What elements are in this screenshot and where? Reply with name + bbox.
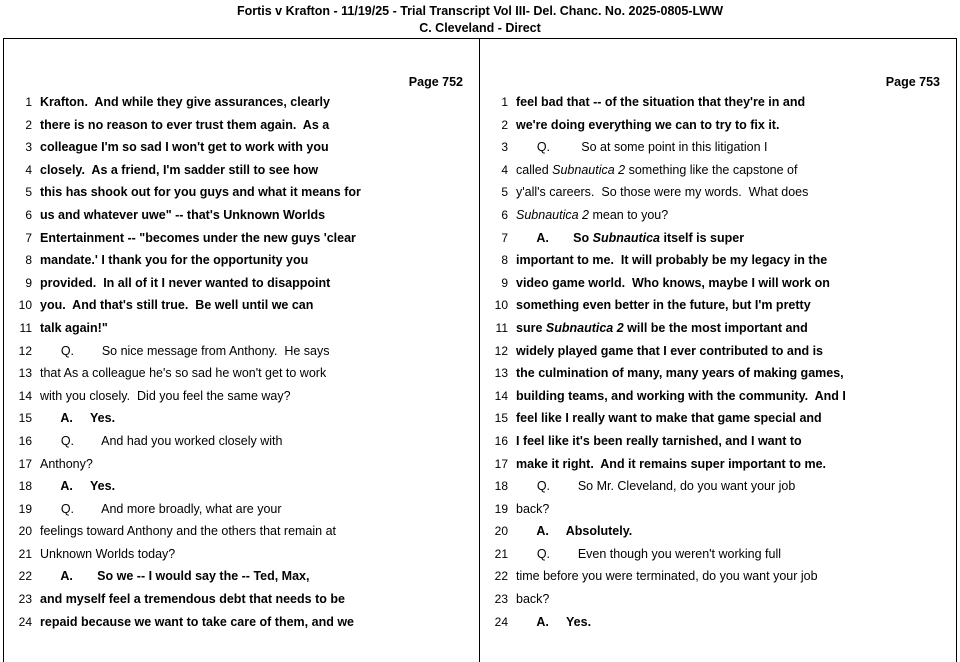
transcript-line — [10, 253, 469, 276]
line-text — [40, 253, 469, 267]
line-text — [516, 208, 946, 222]
transcript-line — [10, 231, 469, 254]
transcript-line — [10, 434, 469, 457]
transcript-line — [486, 502, 946, 525]
line-number: 16 — [494, 433, 508, 448]
line-number: 12 — [18, 343, 32, 358]
line-number: 2 — [25, 117, 32, 132]
line-number: 23 — [494, 592, 508, 607]
line-number: 1 — [25, 95, 32, 109]
transcript-line — [10, 411, 469, 434]
line-number: 5 — [25, 185, 32, 200]
line-text-segment: with you closely. Did you feel the same way? — [40, 388, 291, 403]
transcript-line — [10, 276, 469, 299]
line-text-segment: there is no reason to ever trust them again. As a — [40, 117, 330, 132]
line-text — [40, 411, 469, 425]
line-text-segment: time before you were terminated, do you want your job — [516, 569, 818, 584]
line-text — [40, 389, 469, 403]
line-number: 12 — [494, 343, 508, 358]
line-text — [516, 434, 946, 448]
line-number: 3 — [25, 140, 32, 155]
line-text — [40, 344, 469, 358]
line-text — [40, 118, 469, 132]
line-number: 18 — [494, 479, 508, 494]
line-text-segment: y'all's careers. So those were my words. What does — [516, 185, 809, 200]
transcript-columns — [3, 38, 957, 662]
line-text — [516, 479, 946, 493]
line-number: 3 — [501, 140, 508, 155]
line-text-segment: talk again!" — [40, 320, 108, 335]
line-number: 7 — [25, 230, 32, 245]
transcript-line — [10, 502, 469, 525]
transcript-line — [486, 524, 946, 547]
transcript-line — [486, 389, 946, 412]
line-text-segment: we're doing everything we can to try to fix it. — [516, 117, 780, 132]
line-text-segment: feel bad that -- of the situation that they're in and — [516, 95, 806, 109]
line-text-segment: us and whatever uwe" -- that's Unknown Worlds — [40, 207, 326, 222]
line-text-segment: something like the capstone of — [625, 162, 798, 177]
transcript-line — [10, 163, 469, 186]
line-text-segment: video game world. Who knows, maybe I will work on — [516, 275, 830, 290]
transcript-line — [10, 569, 469, 592]
line-text — [516, 140, 946, 154]
line-text — [516, 592, 946, 606]
line-text-segment: A. So we -- I would say the -- Ted, Max, — [40, 569, 310, 584]
line-text-segment: A. Yes. — [40, 411, 116, 426]
line-text — [40, 163, 469, 177]
transcript-line — [10, 479, 469, 502]
transcript-line — [486, 321, 946, 344]
line-number: 6 — [25, 207, 32, 222]
transcript-line — [10, 95, 469, 118]
transcript-column-left — [4, 39, 480, 662]
transcript-line — [486, 479, 946, 502]
transcript-line — [10, 524, 469, 547]
transcript-line — [486, 253, 946, 276]
page-number-label-left: Page 752 — [408, 75, 463, 89]
line-number: 19 — [494, 501, 508, 516]
transcript-line — [10, 140, 469, 163]
line-text-segment: repaid because we want to take care of them, and we — [40, 614, 354, 629]
line-text — [516, 502, 946, 516]
line-text — [516, 615, 946, 629]
line-text-segment: mean to you? — [588, 207, 669, 222]
line-text-segment: you. And that's still true. Be well until we can — [40, 298, 314, 313]
transcript-line — [486, 185, 946, 208]
line-text — [516, 366, 946, 380]
transcript-line — [486, 411, 946, 434]
transcript-line — [486, 118, 946, 141]
line-number: 24 — [18, 614, 32, 629]
line-text — [40, 95, 469, 109]
line-number: 10 — [18, 298, 32, 313]
transcript-line — [10, 118, 469, 141]
line-text-segment: Krafton. And while they give assurances, clearly — [40, 95, 330, 109]
line-text-segment: Q. Even though you weren't working full — [516, 546, 782, 561]
line-text-segment: itself is super — [660, 230, 745, 245]
line-text — [40, 457, 469, 471]
line-text-segment: will be the most important and — [623, 320, 808, 335]
line-number: 11 — [495, 320, 508, 335]
transcript-line — [10, 298, 469, 321]
line-number: 15 — [18, 411, 32, 426]
line-number: 22 — [494, 569, 508, 584]
line-text — [516, 547, 946, 561]
line-number: 6 — [501, 207, 508, 222]
line-text — [516, 298, 946, 312]
transcript-line — [486, 276, 946, 299]
line-number: 2 — [501, 117, 508, 132]
transcript-line — [10, 208, 469, 231]
line-number: 9 — [501, 275, 508, 290]
line-text-segment: A. Yes. — [516, 614, 592, 629]
line-text-segment: feelings toward Anthony and the others that remain at — [40, 524, 337, 539]
transcript-line — [10, 547, 469, 570]
line-text-segment: the culmination of many, many years of making games, — [516, 366, 844, 381]
line-text-segment: and myself feel a tremendous debt that needs to be — [40, 592, 345, 607]
line-text — [516, 118, 946, 132]
line-text-segment: A. So — [516, 230, 593, 245]
witness-examination-line: C. Cleveland - Direct — [419, 20, 541, 35]
line-number: 7 — [501, 230, 508, 245]
document-header — [0, 0, 960, 37]
line-text-segment: I feel like it's been really tarnished, and I want to — [516, 433, 802, 448]
line-text — [516, 524, 946, 538]
line-text — [516, 253, 946, 267]
transcript-line — [486, 615, 946, 638]
line-text — [40, 276, 469, 290]
line-number: 1 — [501, 95, 508, 109]
transcript-line — [486, 163, 946, 186]
line-number: 14 — [494, 388, 508, 403]
line-number: 24 — [494, 614, 508, 629]
line-text-segment: Q. So at some point in this litigation I — [516, 140, 768, 155]
line-number: 15 — [494, 411, 508, 426]
line-text-segment: back? — [516, 592, 550, 607]
transcript-line — [486, 569, 946, 592]
line-text-segment: Q. And more broadly, what are your — [40, 501, 282, 516]
line-text-segment: make it right. And it remains super important to me. — [516, 456, 827, 471]
transcript-lines-left — [10, 95, 469, 637]
line-text — [516, 95, 946, 109]
transcript-line — [10, 366, 469, 389]
transcript-line — [10, 321, 469, 344]
line-text-segment: Subnautica — [592, 230, 661, 245]
line-text — [40, 298, 469, 312]
line-text-segment: provided. In all of it I never wanted to disappoint — [40, 275, 331, 290]
line-number: 5 — [501, 185, 508, 200]
line-text-segment: Subnautica 2 — [552, 162, 626, 177]
line-text — [40, 366, 469, 380]
line-text-segment: A. Absolutely. — [516, 524, 633, 539]
line-text-segment: Unknown Worlds today? — [40, 546, 176, 561]
line-number: 13 — [494, 366, 508, 381]
transcript-line — [486, 457, 946, 480]
line-text-segment: Q. So nice message from Anthony. He says — [40, 343, 330, 358]
transcript-line — [486, 366, 946, 389]
line-text — [40, 547, 469, 561]
line-text — [40, 524, 469, 538]
line-text — [40, 185, 469, 199]
line-text-segment: closely. As a friend, I'm sadder still to see how — [40, 162, 319, 177]
transcript-line — [486, 547, 946, 570]
line-text-segment: important to me. It will probably be my legacy in the — [516, 253, 828, 268]
line-number: 21 — [494, 546, 508, 561]
line-number: 11 — [19, 320, 32, 335]
line-number: 16 — [18, 433, 32, 448]
line-text-segment: A. Yes. — [40, 479, 116, 494]
line-text — [40, 321, 469, 335]
line-text — [40, 140, 469, 154]
line-text — [516, 231, 946, 245]
line-text-segment: Q. And had you worked closely with — [40, 433, 283, 448]
line-number: 13 — [18, 366, 32, 381]
line-text — [516, 163, 946, 177]
line-text — [516, 185, 946, 199]
transcript-line — [486, 231, 946, 254]
transcript-line — [10, 185, 469, 208]
line-number: 9 — [25, 275, 32, 290]
line-text — [40, 502, 469, 516]
line-number: 14 — [18, 388, 32, 403]
transcript-line — [486, 95, 946, 118]
line-text-segment: Entertainment -- "becomes under the new guys 'clear — [40, 230, 356, 245]
line-text — [516, 457, 946, 471]
line-text-segment: mandate.' I thank you for the opportunity you — [40, 253, 309, 268]
line-text-segment: Subnautica 2 — [545, 320, 624, 335]
transcript-line — [486, 592, 946, 615]
line-text-segment: Subnautica 2 — [516, 207, 589, 222]
line-number: 17 — [18, 456, 32, 471]
line-number: 17 — [494, 456, 508, 471]
line-text-segment: colleague I'm so sad I won't get to work with you — [40, 140, 329, 155]
transcript-column-right — [480, 39, 956, 662]
line-number: 4 — [501, 162, 508, 177]
line-number: 4 — [25, 162, 32, 177]
line-text-segment: something even better in the future, but I'm pretty — [516, 298, 811, 313]
line-text-segment: sure — [516, 320, 546, 335]
line-text-segment: Anthony? — [40, 456, 93, 471]
line-number: 18 — [18, 479, 32, 494]
line-number: 22 — [18, 569, 32, 584]
line-text-segment: back? — [516, 501, 550, 516]
transcript-line — [10, 344, 469, 367]
line-text — [516, 389, 946, 403]
line-text-segment: called — [516, 162, 553, 177]
line-number: 20 — [494, 524, 508, 539]
line-text — [516, 321, 946, 335]
transcript-line — [10, 615, 469, 638]
line-number: 8 — [25, 253, 32, 268]
line-text-segment: Q. So Mr. Cleveland, do you want your job — [516, 479, 796, 494]
line-number: 19 — [18, 501, 32, 516]
line-text-segment: this has shook out for you guys and what it means for — [40, 185, 361, 200]
line-text — [40, 592, 469, 606]
line-text — [40, 434, 469, 448]
transcript-line — [10, 592, 469, 615]
page-number-label-right: Page 753 — [885, 75, 940, 89]
transcript-line — [486, 140, 946, 163]
line-text — [516, 344, 946, 358]
transcript-line — [486, 298, 946, 321]
line-text — [40, 208, 469, 222]
transcript-line — [486, 344, 946, 367]
line-number: 10 — [494, 298, 508, 313]
line-text — [516, 569, 946, 583]
transcript-line — [486, 434, 946, 457]
line-text — [40, 479, 469, 493]
line-text-segment: widely played game that I ever contributed to and is — [516, 343, 824, 358]
line-text — [40, 231, 469, 245]
transcript-line — [10, 457, 469, 480]
line-text — [516, 411, 946, 425]
line-text-segment: building teams, and working with the community. And I — [516, 388, 846, 403]
line-text — [516, 276, 946, 290]
line-number: 20 — [18, 524, 32, 539]
transcript-line — [486, 208, 946, 231]
transcript-lines-right — [486, 95, 946, 637]
line-number: 8 — [501, 253, 508, 268]
line-number: 21 — [18, 546, 32, 561]
transcript-line — [10, 389, 469, 412]
line-text — [40, 569, 469, 583]
case-caption-line: Fortis v Krafton - 11/19/25 - Trial Transcript Vol III- Del. Chanc. No. 2025-0805-LWW — [236, 4, 724, 18]
line-text-segment: feel like I really want to make that game special and — [516, 411, 822, 426]
line-number: 23 — [18, 592, 32, 607]
line-text-segment: that As a colleague he's so sad he won't get to work — [40, 366, 327, 381]
line-text — [40, 615, 469, 629]
